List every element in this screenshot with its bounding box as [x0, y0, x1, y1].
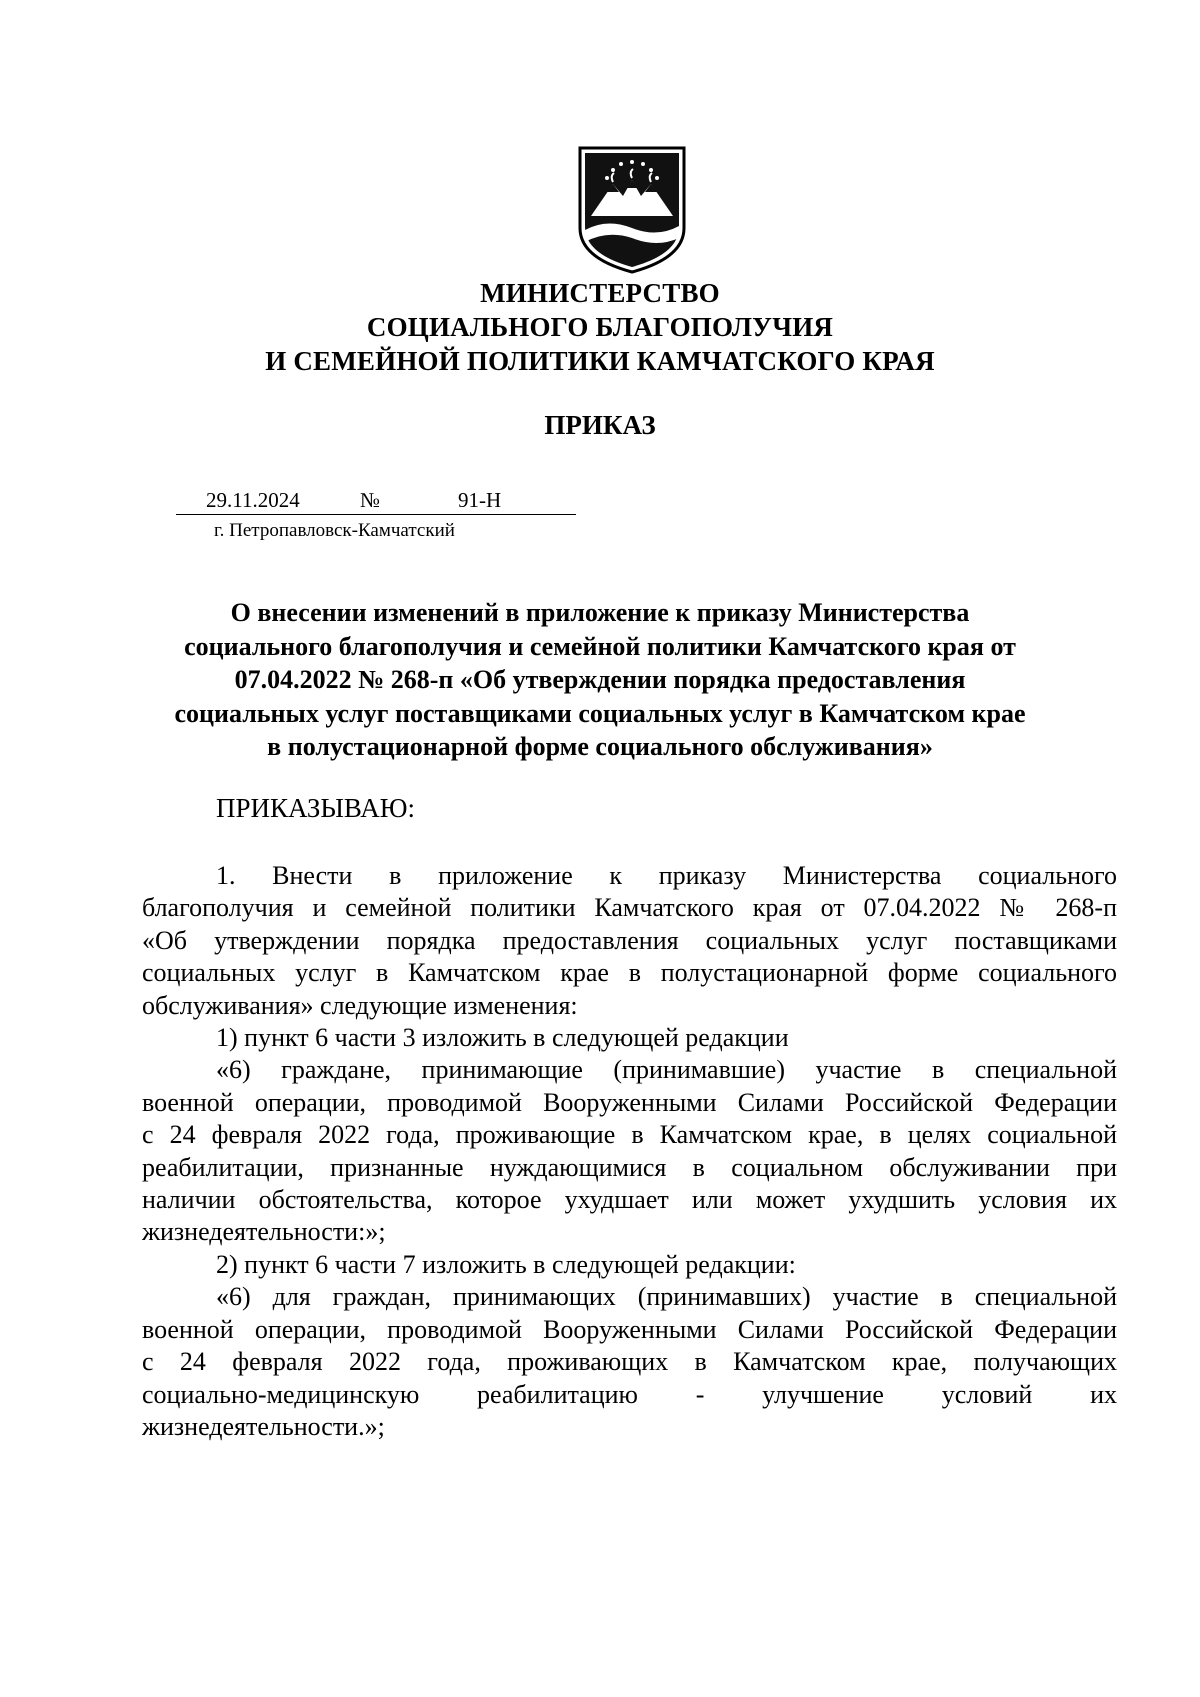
- body-line: благополучия и семейной политики Камчатского края от 07.04.2022 № 268-п: [142, 893, 1117, 923]
- title-line: в полустационарной форме социального обслуживания»: [267, 732, 933, 761]
- body-line: военной операции, проводимой Вооруженными Силами Российской Федерации: [142, 1314, 1117, 1344]
- order-word: ПРИКАЗЫВАЮ:: [216, 793, 415, 823]
- title-line: социального благополучия и семейной политики Камчатского края от: [184, 631, 1016, 661]
- body-line: с 24 февраля 2022 года, проживающие в Камчатском крае, в целях социальной: [142, 1120, 1117, 1150]
- body-line: 1. Внести в приложение к приказу Министерства социального: [216, 861, 1117, 890]
- document-title: [0, 596, 1200, 764]
- ministry-name: [0, 276, 1200, 378]
- title-line: социальных услуг поставщиками социальных услуг в Камчатском крае: [174, 698, 1026, 728]
- body-line: социальных услуг в Камчатском крае в полустационарной форме социального: [142, 958, 1117, 988]
- document-requisites: [176, 487, 576, 517]
- body-line: наличии обстоятельства, которое ухудшает или может ухудшить условия их: [142, 1185, 1117, 1215]
- body-line: реабилитации, признанные нуждающимися в социальном обслуживании при: [142, 1152, 1117, 1182]
- title-line: О внесении изменений в приложение к приказу Министерства: [230, 598, 970, 627]
- body-line: 2) пункт 6 части 7 изложить в следующей редакции:: [216, 1249, 796, 1279]
- document-city: г. Петропавловск-Камчатский: [214, 520, 455, 541]
- number-sign: №: [360, 488, 381, 512]
- document-date: 29.11.2024: [206, 488, 300, 512]
- title-line: 07.04.2022 № 268-п «Об утверждении порядка предоставления: [234, 665, 966, 694]
- body-line: «Об утверждении порядка предоставления социальных услуг поставщиками: [142, 925, 1117, 955]
- ministry-line-3: И СЕМЕЙНОЙ ПОЛИТИКИ КАМЧАТСКОГО КРАЯ: [265, 346, 935, 376]
- ministry-line-2: СОЦИАЛЬНОГО БЛАГОПОЛУЧИЯ: [366, 312, 834, 342]
- body-line: «6) для граждан, принимающих (принимавших) участие в специальной: [216, 1282, 1117, 1312]
- kamchatka-coat-of-arms-icon: [577, 146, 687, 274]
- document-type: ПРИКАЗ: [544, 410, 656, 440]
- body-line: социально-медицинскую реабилитацию - улучшение условий их: [142, 1379, 1117, 1409]
- body-line: обслуживания» следующие изменения:: [142, 990, 578, 1020]
- ministry-line-1: МИНИСТЕРСТВО: [480, 278, 720, 308]
- body-line: «6) граждане, принимающие (принимавшие) участие в специальной: [216, 1055, 1117, 1085]
- body-line: военной операции, проводимой Вооруженными Силами Российской Федерации: [142, 1087, 1117, 1117]
- body-line: жизнедеятельности.»;: [142, 1411, 385, 1441]
- body-line: 1) пункт 6 части 3 изложить в следующей редакции: [216, 1023, 789, 1053]
- body-line: с 24 февраля 2022 года, проживающих в Камчатском крае, получающих: [142, 1347, 1117, 1377]
- document-number: 91-Н: [458, 488, 502, 512]
- requisites-underline: [176, 514, 576, 515]
- body-line: жизнедеятельности:»;: [142, 1217, 386, 1247]
- document-body: [142, 860, 1117, 1443]
